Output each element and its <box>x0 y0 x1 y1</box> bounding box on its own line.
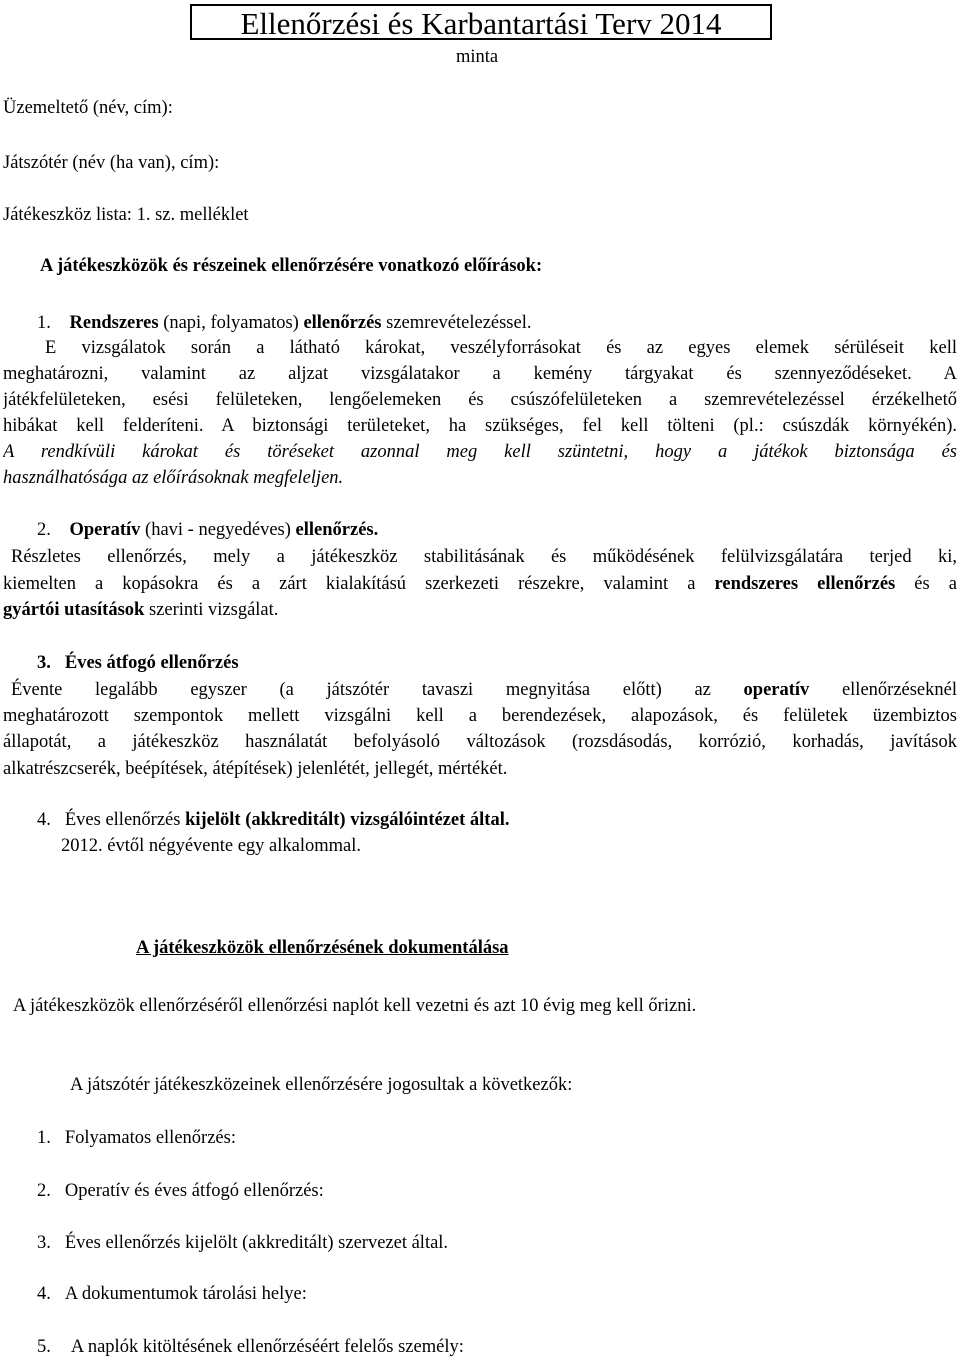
section-4-bold-a: kijelölt (akkreditált) vizsgálóintézet által. <box>185 810 510 830</box>
section-3-paragraph-line: alkatrészcserék, beépítések, átépítések) jelenlétét, jellegét, mértékét. <box>3 759 508 779</box>
section-1-bold-a: Rendszeres <box>69 313 159 333</box>
section-4-heading <box>37 807 509 833</box>
list-item-number: 5. <box>37 1337 51 1357</box>
document-subtitle: minta <box>456 47 499 67</box>
section-3-line1-c: ellenőrzéseknél <box>809 680 957 700</box>
section-3-heading <box>37 650 239 676</box>
list-item-label: Folyamatos ellenőrzés: <box>64 1128 236 1148</box>
section-1-paragraph-line: E vizsgálatok során a látható károkat, veszélyforrásokat és az egyes elemek sérüléseit kell <box>45 338 957 358</box>
section-2-line2-c: és a <box>895 574 957 594</box>
section-1-paragraph-line: játékfelületeken, esési felületeken, lengőelemeken és csúszófelületeken a szemrevételezéssel érzékelhető <box>3 390 957 410</box>
section-2-heading <box>37 517 378 543</box>
authorized-list-item <box>37 1178 324 1204</box>
section-2-line3-b: szerinti vizsgálat. <box>144 600 279 620</box>
list-item-label: Éves ellenőrzés kijelölt (akkreditált) szervezet által. <box>64 1233 449 1253</box>
section-4-line-2: 2012. évtől négyévente egy alkalommal. <box>61 836 362 856</box>
rules-heading: A játékeszközök és részeinek ellenőrzésére vonatkozó előírások: <box>40 256 543 276</box>
documentation-text: A játékeszközök ellenőrzéséről ellenőrzési naplót kell vezetni és azt 10 évig meg kell őrizni. <box>13 996 697 1016</box>
equipment-list-label: Játékeszköz lista: 1. sz. melléklet <box>3 205 249 225</box>
section-4-text-a: Éves ellenőrzés <box>64 810 186 830</box>
section-3-paragraph-line: állapotát, a játékeszköz használatát befolyásoló változások (rozsdásodás, korrózió, korhadás, javítások <box>3 732 957 752</box>
operator-field-label: Üzemeltető (név, cím): <box>3 98 173 118</box>
list-item-label: A dokumentumok tárolási helye: <box>64 1284 307 1304</box>
section-1-paragraph-line: hibákat kell felderíteni. A biztonsági területeket, ha szükséges, fel kell tölteni (pl.: csúszdák környékén). <box>3 416 957 436</box>
authorized-intro: A játszótér játékeszközeinek ellenőrzésére jogosultak a következők: <box>70 1075 573 1095</box>
section-2-paragraph-line <box>3 597 278 623</box>
list-item-label: Operatív és éves átfogó ellenőrzés: <box>64 1181 324 1201</box>
section-1-number: 1. <box>37 313 51 333</box>
section-3-title: Éves átfogó ellenőrzés <box>64 653 239 673</box>
section-2-bold-b: ellenőrzés. <box>295 520 379 540</box>
section-2-bold-a: Operatív <box>69 520 141 540</box>
section-3-number: 3. <box>37 653 51 673</box>
list-item-number: 3. <box>37 1233 51 1253</box>
section-1-text-a: (napi, folyamatos) <box>158 313 304 333</box>
list-item-label: A naplók kitöltésének ellenőrzéséért felelős személy: <box>70 1337 464 1357</box>
section-2-paragraph-line: Részletes ellenőrzés, mely a játékeszköz stabilitásának és működésének felülvizsgálatára terjed ki, <box>11 547 957 567</box>
section-1-italic-line: használhatósága az előírásoknak megfeleljen. <box>3 468 344 488</box>
section-2-text-a: (havi - negyedéves) <box>140 520 296 540</box>
section-2-line2-bold: rendszeres ellenőrzés <box>714 574 896 594</box>
authorized-list-item <box>37 1281 307 1307</box>
playground-field-label: Játszótér (név (ha van), cím): <box>3 153 220 173</box>
authorized-list-item <box>37 1334 464 1360</box>
section-3-paragraph-line: meghatározott szempontok mellett vizsgálni kell a berendezések, alapozások, és felületek üzembiztos <box>3 706 957 726</box>
list-item-number: 2. <box>37 1181 51 1201</box>
list-item-number: 1. <box>37 1128 51 1148</box>
section-1-paragraph-line: meghatározni, valamint az aljzat vizsgálatakor a kemény tárgyakat és szennyeződéseket. A <box>3 364 957 384</box>
documentation-heading: A játékeszközök ellenőrzésének dokumentálása <box>136 938 509 958</box>
authorized-list-item <box>37 1230 448 1256</box>
section-2-number: 2. <box>37 520 51 540</box>
section-3-paragraph-line <box>11 677 957 703</box>
section-1-heading <box>37 310 532 336</box>
section-1-text-b: szemrevételezéssel. <box>381 313 532 333</box>
section-2-line2-a: kiemelten a kopásokra és a zárt kialakítású szerkezeti részekre, valamint a <box>3 574 715 594</box>
section-2-line3-bold: gyártói utasítások <box>3 600 145 620</box>
section-3-line1-bold: operatív <box>743 680 810 700</box>
section-1-bold-b: ellenőrzés <box>303 313 382 333</box>
list-item-number: 4. <box>37 1284 51 1304</box>
authorized-list-item <box>37 1125 236 1151</box>
section-4-number: 4. <box>37 810 51 830</box>
section-1-italic-line: A rendkívüli károkat és töréseket azonnal meg kell szüntetni, hogy a játékok biztonsága és <box>3 442 957 462</box>
section-2-paragraph-line <box>3 571 957 597</box>
document-title: Ellenőrzési és Karbantartási Terv 2014 <box>190 4 772 40</box>
section-3-line1-a: Évente legalább egyszer (a játszótér tavaszi megnyitása előtt) az <box>11 680 744 700</box>
